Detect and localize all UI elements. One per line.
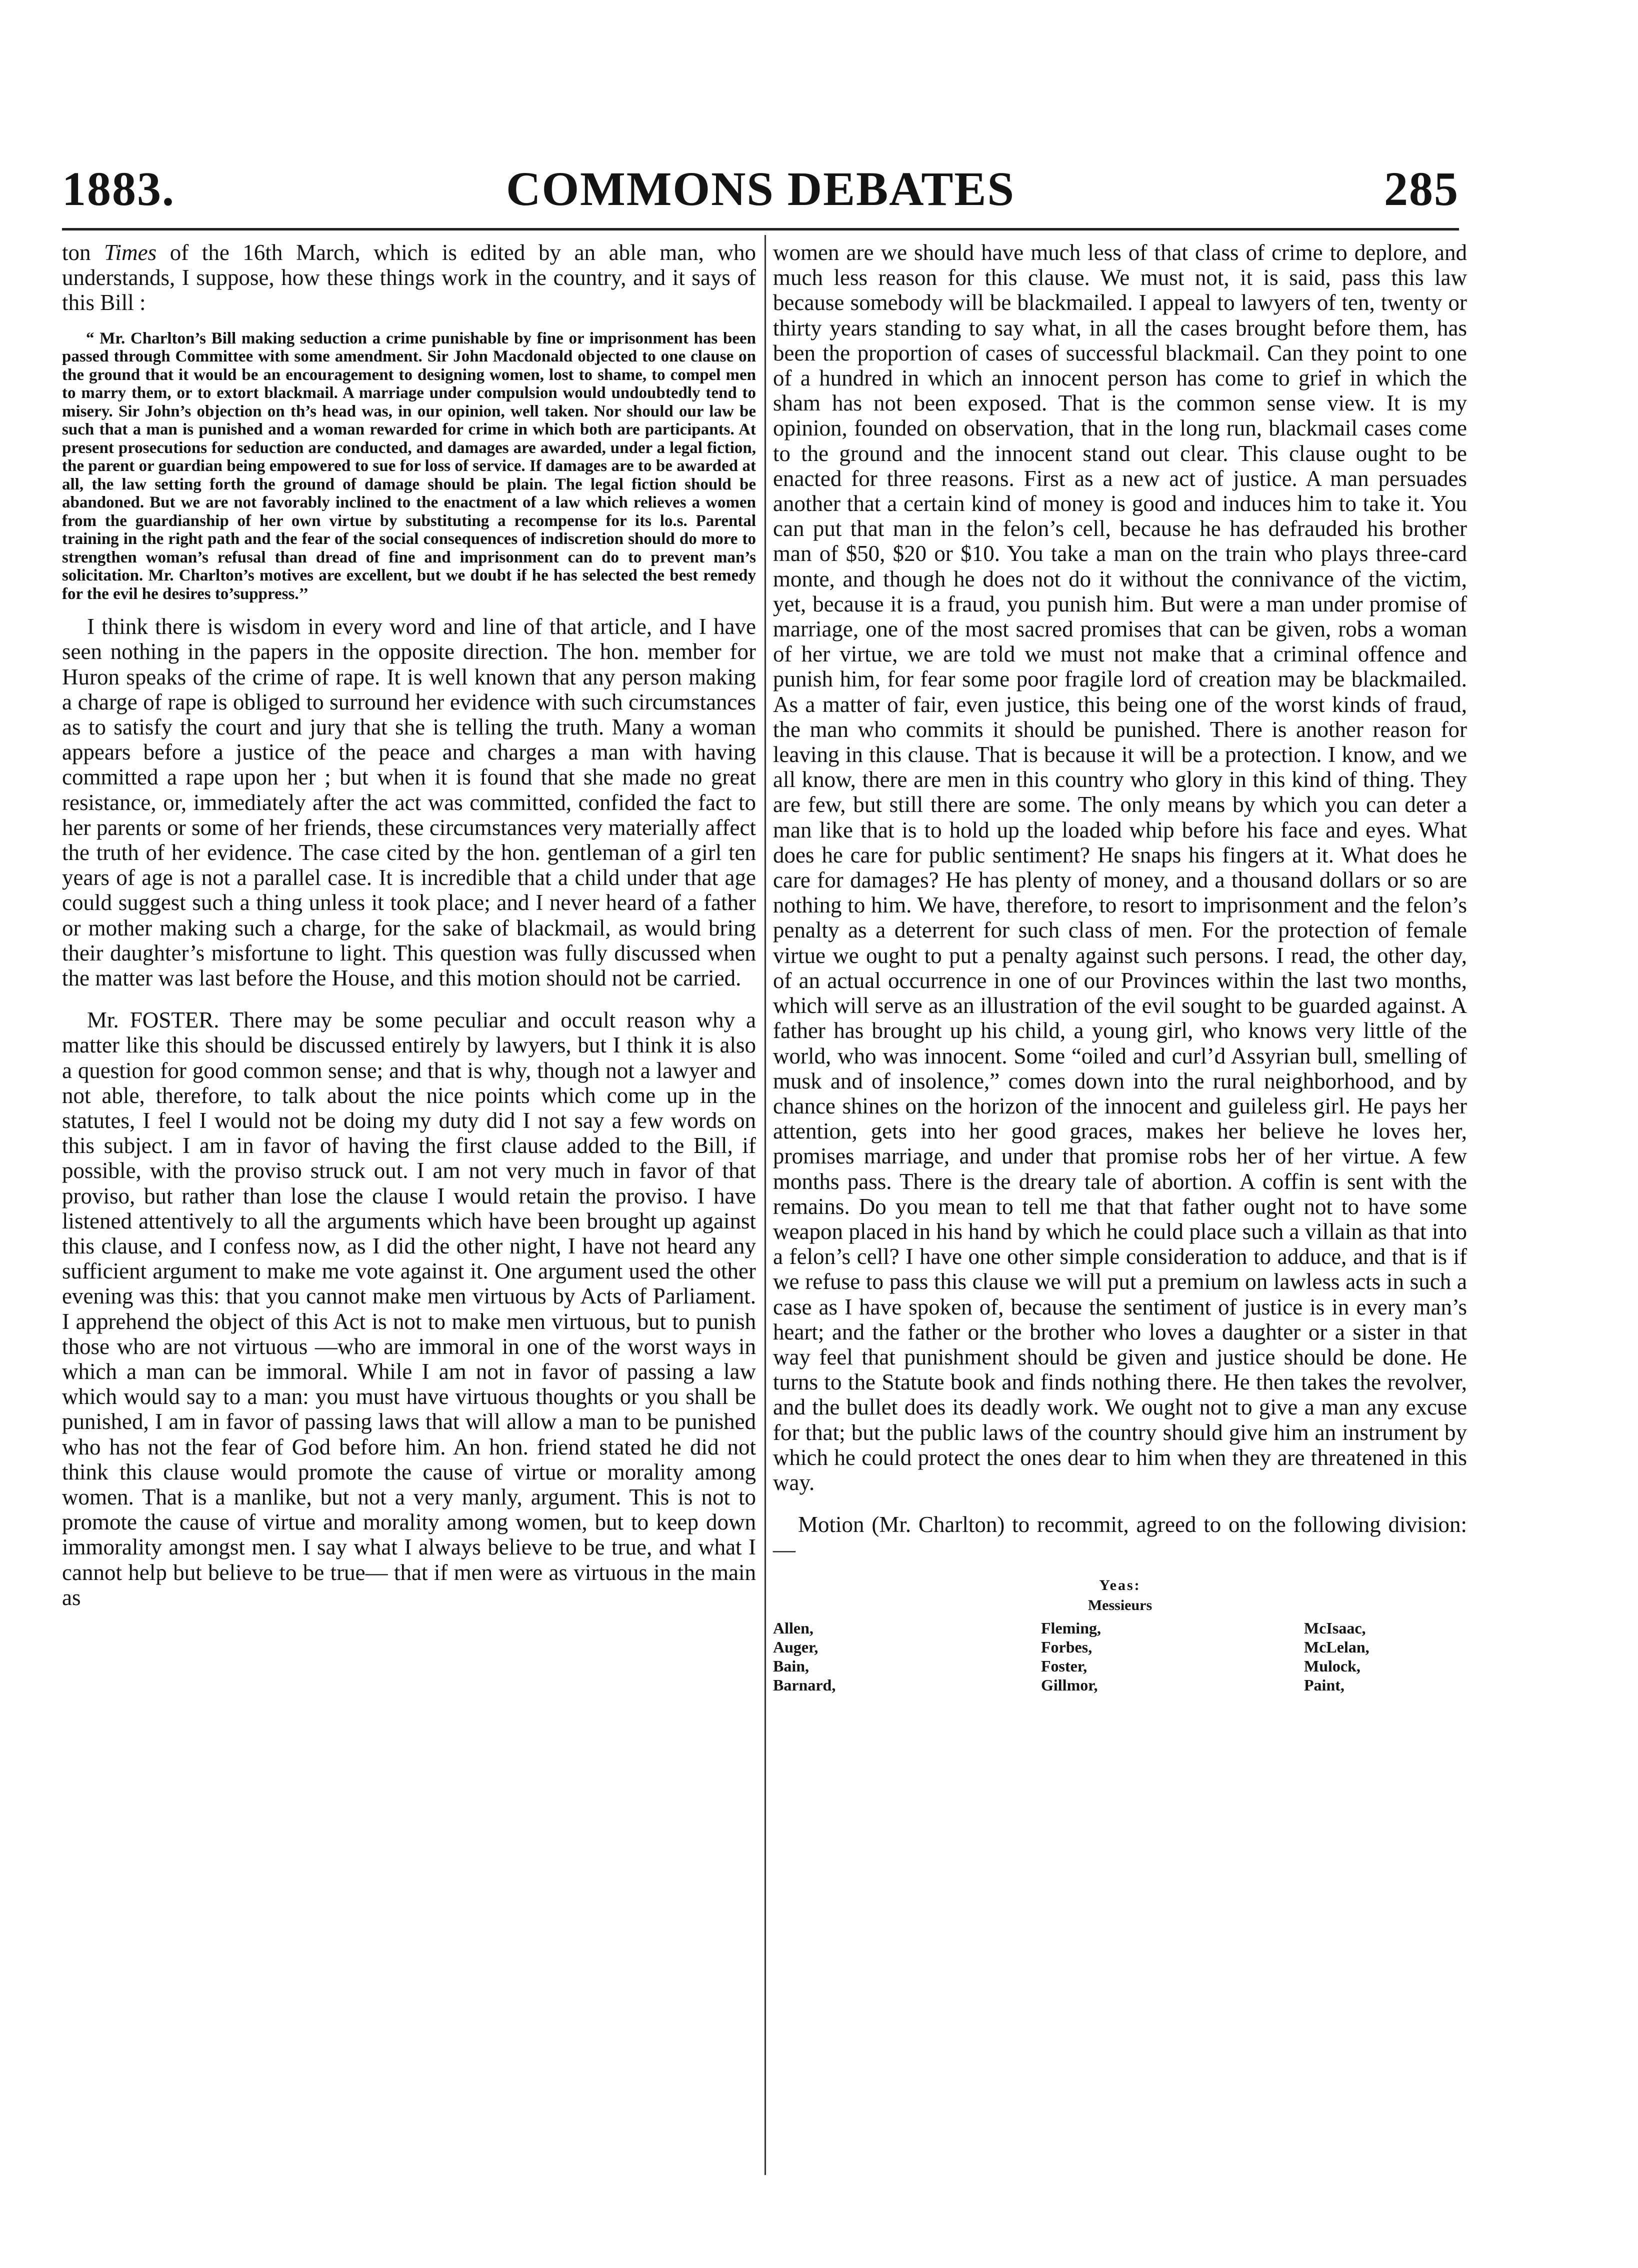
name-entry: McLelan, (1304, 1638, 1370, 1656)
names-column-3 (1249, 1618, 1467, 1694)
left-column (62, 240, 756, 1610)
right-paragraph-1: women are we should have much less of that class of crime to deplore, and much less reason for this clause. We must not, it is said, pass this law because somebody will be blackmailed. I appeal to lawyers of ten, twenty or thirty years standing to say what, in all the cases brought before them, has been the proportion of cases of successful blackmail. Can they point to one of a hundred in which an innocent person has come to grief in which the sham has not been exposed. That is the common sense view. It is my opinion, founded on observation, that in the long run, blackmail cases come to the ground and the innocent stand out clear. This clause ought to be enacted for three reasons. First as a new act of justice. A man persuades another that a certain kind of money is good and induces him to take it. You can put that man in the felon’s cell, because he has defrauded his brother man of $50, $20 or $10. You take a man on the train who plays three-card monte, and though he does not do it without the connivance of the victim, yet, because it is a fraud, you punish him. But were a man under promise of marriage, one of the most sacred promises that can be given, robs a woman of her virtue, we are told we must not make that a criminal offence and punish him, for fear some poor fragile lord of creation may be blackmailed. As a matter of fair, even justice, this being one of the worst kinds of fraud, the man who commits it should be punished. There is another reason for leaving in this clause. That is because it will be a protection. I know, and we all know, there are men in this country who glory in this kind of thing. They are few, but still there are some. The only means by which you can deter a man like that is to hold up the loaded whip before his face and eyes. What does he care for public sentiment? He snaps his fingers at it. What does he care for damages? He has plenty of money, and a thousand dollars or so are nothing to him. We have, therefore, to resort to imprisonment and the felon’s penalty as a deterrent for such class of men. For the protection of female virtue we ought to put a penalty against such persons. I read, the other day, of an actual occurrence in one of our Provinces within the last two months, which will serve as an illustration of the evil sought to be guarded against. A father has brought up his child, a young girl, who knows very little of the world, who was innocent. Some “oiled and curl’d Assyrian bull, smelling of musk and of insolence,” comes down into the rural neighborhood, and by chance shines on the horizon of the innocent and guileless girl. He pays her attention, gets into her good graces, makes her believe he loves her, promises marriage, and under that promise robs her of her virtue. A few months pass. There is the dreary tale of abortion. A coffin is sent with the remains. Do you mean to tell me that that father ought not to have some weapon placed in his hand by which he could place such a villain as that into a felon’s cell? I have one other simple consideration to adduce, and that is if we refuse to pass this clause we will put a premium on lawless acts in such a case as I have spoken of, because the sentiment of justice is in every man’s heart; and the father or the brother who loves a daughter or a sister in that way feel that punishment should be given and justice should be done. He turns to the Statute book and finds nothing there. He then takes the revolver, and the bullet does its deadly work. We ought not to give a man any excuse for that; but the public laws of the country should give him an instrument by which he could protect the ones dear to him when they are threatened in this way. (773, 240, 1467, 1495)
right-column (773, 240, 1467, 1694)
name-entry: Forbes, (1041, 1638, 1092, 1656)
header-rule (62, 228, 1459, 230)
left-paragraph-1: I think there is wisdom in every word and line of that article, and I have seen nothing in the papers in the opposite direction. The hon. member for Huron speaks of the crime of rape. It is well known that any person making a charge of rape is obliged to surround her evidence with such circumstances as to satisfy the court and jury that she is telling the truth. Many a woman appears before a justice of the peace and charges a man with having committed a rape upon her ; but when it is found that she made no great resistance, or, immediately after the act was committed, confided the fact to her parents or some of her friends, these circumstances very materially affect the truth of her evidence. The case cited by the hon. gentleman of a girl ten years of age is not a parallel case. It is incredible that a child under that age could suggest such a thing unless it took place; and I never heard of a father or mother making such a charge, for the sake of blackmail, as would bring their daughter’s misfortune to light. This question was fully discussed when the matter was last before the House, and this motion should not be carried. (62, 614, 756, 990)
header-page-number: 285 (1384, 162, 1459, 216)
names-column-1 (773, 1618, 991, 1694)
name-entry: Barnard, (773, 1676, 836, 1694)
motion-text: Motion (Mr. Charlton) to recommit, agreed to on the following division:— (773, 1512, 1467, 1562)
name-entry: Fleming, (1041, 1618, 1101, 1637)
names-column-2 (1011, 1618, 1229, 1694)
name-entry: McIsaac, (1304, 1618, 1366, 1637)
header-year: 1883. (62, 162, 175, 216)
newspaper-quote: “ Mr. Charlton’s Bill making seduction a crime punishable by fine or imprisonment has been passed through Committee with some amendment. Sir John Macdonald objected to one clause on the ground that it would be an encouragement to designing women, lost to shame, to compel men to marry them, or to extort blackmail. A marriage under compulsion would undoubtedly tend to misery. Sir John’s objection on th’s head was, in our opinion, well taken. Nor should our law be such that a man is punished and a woman rewarded for crime in which both are participants. At present prosecutions for seduction are conducted, and damages are awarded, under a legal fiction, the parent or guardian being empowered to sue for loss of service. If damages are to be awarded at all, the law setting forth the ground of damage should be plain. The legal fiction should be abandoned. But we are not favorably inclined to the enactment of a law which relieves a women from the guardianship of her own virtue by substituting a recompense for its lo.s. Parental training in the right path and the fear of the social consequences of indiscretion should do more to strengthen woman’s refusal than dread of fine and imprisonment can do to prevent man’s solicitation. Mr. Charlton’s motives are excellent, but we doubt if he has selected the best remedy for the evil he desires to’suppress.’’ (62, 329, 756, 603)
name-entry: Bain, (773, 1656, 810, 1675)
page-header (62, 159, 1459, 219)
name-entry: Gillmor, (1041, 1676, 1098, 1694)
division-heading: Yeas: (1099, 1576, 1141, 1594)
left-intro-italic: Times (104, 240, 157, 265)
name-entry: Mulock, (1304, 1656, 1360, 1675)
name-entry: Foster, (1041, 1656, 1088, 1675)
header-title: COMMONS DEBATES (506, 162, 1015, 216)
name-entry: Auger, (773, 1638, 818, 1656)
name-entry: Paint, (1304, 1676, 1344, 1694)
left-intro-pre: ton (62, 240, 104, 265)
left-intro (62, 240, 756, 316)
division-names (773, 1618, 1467, 1694)
name-entry: Allen, (773, 1618, 814, 1637)
left-intro-post: of the 16th March, which is edited by an able man, who understands, I suppose, how these things work in the country, and it says of this Bill : (62, 240, 756, 316)
division-subheading: Messieurs (1088, 1596, 1152, 1614)
column-divider (764, 235, 766, 2175)
left-paragraph-2: Mr. FOSTER. There may be some peculiar and occult reason why a matter like this should be discussed entirely by lawyers, but I think it is also a question for good common sense; and that is why, though not a lawyer and not able, therefore, to talk about the nice points which come up in the statutes, I feel I would not be doing my duty did I not say a few words on this subject. I am in favor of having the first clause added to the Bill, if possible, with the proviso struck out. I am not very much in favor of that proviso, but rather than lose the clause I would retain the proviso. I have listened attentively to all the arguments which have been brought up against this clause, and I confess now, as I did the other night, I have not heard any sufficient argument to make me vote against it. One argument used the other evening was this: that you cannot make men virtuous by Acts of Parliament. I apprehend the object of this Act is not to make men virtuous, but to punish those who are not virtuous —who are immoral in one of the worst ways in which a man can be immoral. While I am not in favor of passing a law which would say to a man: you must have virtuous thoughts or you shall be punished, I am in favor of passing laws that will allow a man to be punished who has not the fear of God before him. An hon. friend stated he did not think this clause would promote the cause of virtue or morality among women. That is a manlike, but not a very manly, argument. This is not to promote the cause of virtue and morality among women, but to keep down immorality amongst men. I say what I always believe to be true, and what I cannot help but believe to be true— that if men were as virtuous in the main as (62, 1008, 756, 1610)
